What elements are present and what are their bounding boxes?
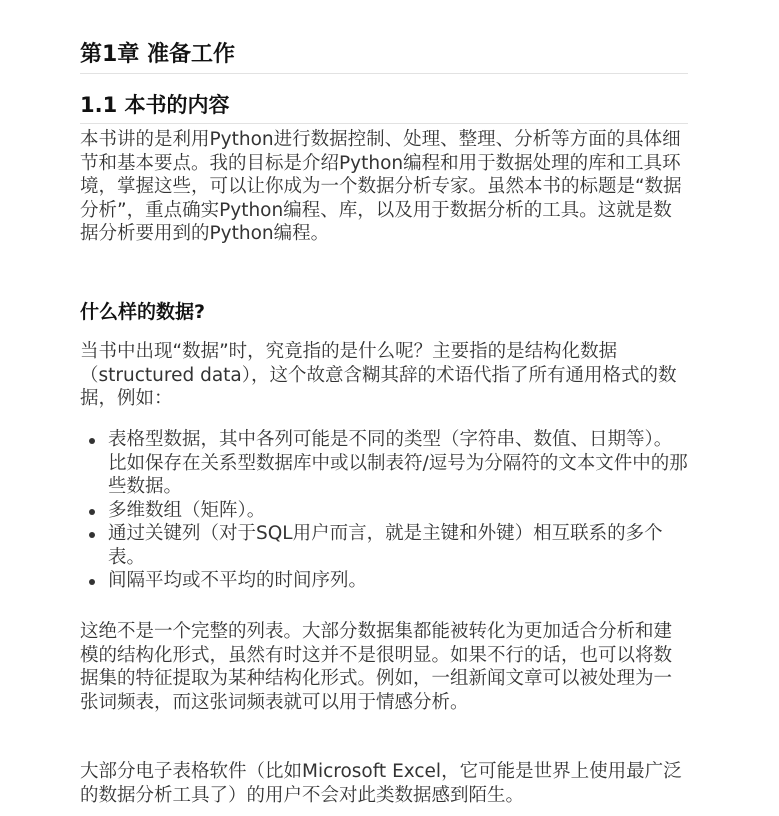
data-paragraph: 当书中出现“数据”时，究竟指的是什么呢？主要指的是结构化数据（structured data），这个故意含糊其辞的术语代指了所有通用格式的数据，例如：	[80, 341, 677, 409]
bullet-icon	[89, 532, 95, 538]
subsection-title: 什么样的数据?	[80, 301, 206, 323]
intro-paragraph: 本书讲的是利用Python进行数据控制、处理、整理、分析等方面的具体细节和基本要点。我的目标是介绍Python编程和用于数据处理的库和工具环境，掌握这些，可以让你成为一个数据分析专家。虽然本书的标题是“数据分析”，重点确实Python编程、库，以及用于数据分析的工具。这就是数据分析要用到的Python编程。	[80, 129, 682, 244]
data-types-list	[80, 428, 688, 593]
section-title: 1.1 本书的内容	[80, 90, 688, 124]
bullet-icon	[89, 509, 95, 515]
list-item: 通过关键列（对于SQL用户而言，就是主键和外键）相互联系的多个表。	[80, 522, 688, 569]
list-item: 表格型数据，其中各列可能是不同的类型（字符串、数值、日期等）。比如保存在关系型数据库中或以制表符/逗号为分隔符的文本文件中的那些数据。	[80, 428, 688, 499]
chapter-title: 第1章 准备工作	[80, 40, 688, 74]
list-item: 多维数组（矩阵）。	[80, 499, 688, 523]
bullet-icon	[89, 438, 95, 444]
paragraph-after-list: 这绝不是一个完整的列表。大部分数据集都能被转化为更加适合分析和建模的结构化形式，虽然有时这并不是很明显。如果不行的话，也可以将数据集的特征提取为某种结构化形式。例如，一组新闻文章可以被处理为一张词频表，而这张词频表就可以用于情感分析。	[80, 621, 673, 713]
bullet-icon	[89, 579, 95, 585]
last-paragraph: 大部分电子表格软件（比如Microsoft Excel，它可能是世界上使用最广泛的数据分析工具了）的用户不会对此类数据感到陌生。	[80, 761, 682, 806]
list-item: 间隔平均或不平均的时间序列。	[80, 569, 688, 593]
